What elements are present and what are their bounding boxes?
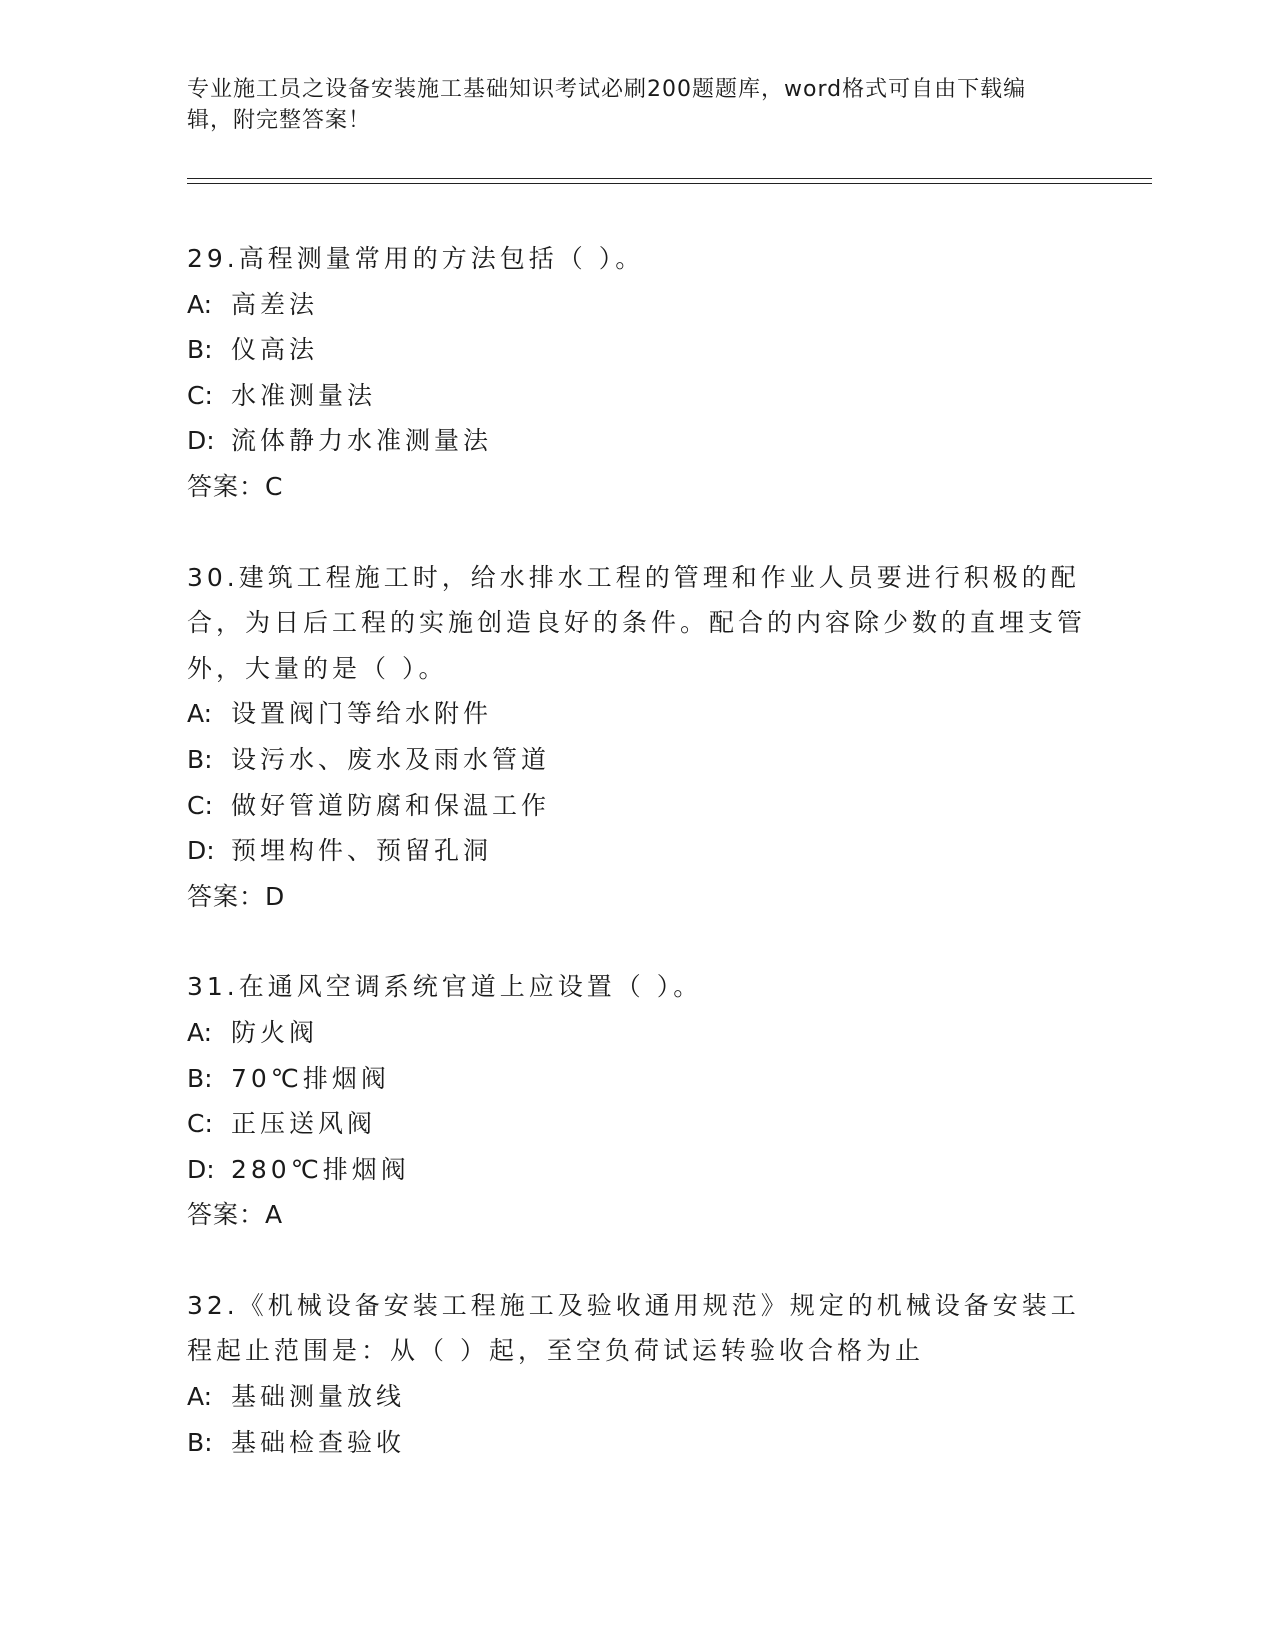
option-key: A: — [187, 1382, 213, 1412]
option-text: 70℃排烟阀 — [231, 1063, 390, 1093]
option-text: 基础检查验收 — [231, 1427, 406, 1457]
option-d — [187, 828, 1087, 874]
option-d — [187, 418, 1087, 464]
question-list — [187, 236, 1087, 1510]
question-body: 建筑工程施工时，给水排水工程的管理和作业人员要进行积极的配合，为日后工程的实施创造良好的条件。配合的内容除少数的直埋支管外，大量的是（ ）。 — [187, 562, 1087, 683]
question-text — [187, 555, 1087, 692]
option-key: B: — [187, 1427, 213, 1457]
option-a — [187, 282, 1087, 328]
option-key: D: — [187, 1154, 215, 1184]
option-key: A: — [187, 1017, 213, 1047]
option-text: 做好管道防腐和保温工作 — [231, 790, 551, 820]
question-text — [187, 1283, 1087, 1374]
option-text: 防火阀 — [231, 1017, 319, 1047]
question-number: 32. — [187, 1290, 239, 1320]
option-key: D: — [187, 836, 215, 866]
option-a — [187, 1010, 1087, 1056]
option-b — [187, 327, 1087, 373]
question-number: 29. — [187, 244, 239, 273]
option-text: 设污水、废水及雨水管道 — [231, 744, 551, 774]
question-body: 高程测量常用的方法包括（ ）。 — [238, 244, 645, 273]
question-number: 31. — [187, 972, 239, 1002]
option-key: B: — [187, 1063, 213, 1093]
option-c — [187, 1101, 1087, 1147]
option-text: 水准测量法 — [231, 380, 377, 410]
option-text: 预埋构件、预留孔洞 — [231, 836, 493, 866]
option-c — [187, 373, 1087, 419]
option-a — [187, 691, 1087, 737]
question-number: 30. — [187, 562, 239, 592]
option-text: 280℃排烟阀 — [231, 1154, 410, 1184]
option-key: B: — [187, 335, 213, 365]
option-b — [187, 1420, 1087, 1466]
question-text — [187, 236, 1087, 282]
answer-line: 答案：C — [187, 471, 284, 501]
option-b — [187, 1056, 1087, 1102]
option-key: C: — [187, 1109, 213, 1139]
option-d — [187, 1147, 1087, 1193]
answer-line: 答案：A — [187, 1200, 284, 1230]
option-key: C: — [187, 380, 213, 410]
question-30 — [187, 555, 1087, 920]
question-32 — [187, 1283, 1087, 1465]
question-31 — [187, 964, 1087, 1238]
option-key: A: — [187, 289, 213, 319]
option-text: 基础测量放线 — [231, 1382, 406, 1412]
question-body: 《机械设备安装工程施工及验收通用规范》规定的机械设备安装工程起止范围是：从（ ）起，至空负荷试运转验收合格为止 — [187, 1290, 1080, 1366]
header-rule-top — [187, 178, 1152, 179]
answer-line: 答案：D — [187, 881, 286, 911]
question-29 — [187, 236, 1087, 510]
option-text: 流体静力水准测量法 — [231, 426, 493, 456]
question-body: 在通风空调系统官道上应设置（ ）。 — [238, 972, 703, 1002]
option-key: B: — [187, 744, 213, 774]
option-key: A: — [187, 699, 213, 729]
option-text: 仪高法 — [231, 335, 319, 365]
question-text — [187, 964, 1087, 1010]
option-a — [187, 1374, 1087, 1420]
option-b — [187, 737, 1087, 783]
option-text: 设置阀门等给水附件 — [231, 699, 493, 729]
option-key: C: — [187, 790, 213, 820]
header-rule-bottom — [187, 183, 1152, 184]
option-text: 高差法 — [231, 289, 319, 319]
option-key: D: — [187, 426, 215, 456]
option-text: 正压送风阀 — [231, 1109, 377, 1139]
document-header: 专业施工员之设备安装施工基础知识考试必刷200题题库，word格式可自由下载编辑，附完整答案！ — [187, 77, 1027, 133]
option-c — [187, 783, 1087, 829]
